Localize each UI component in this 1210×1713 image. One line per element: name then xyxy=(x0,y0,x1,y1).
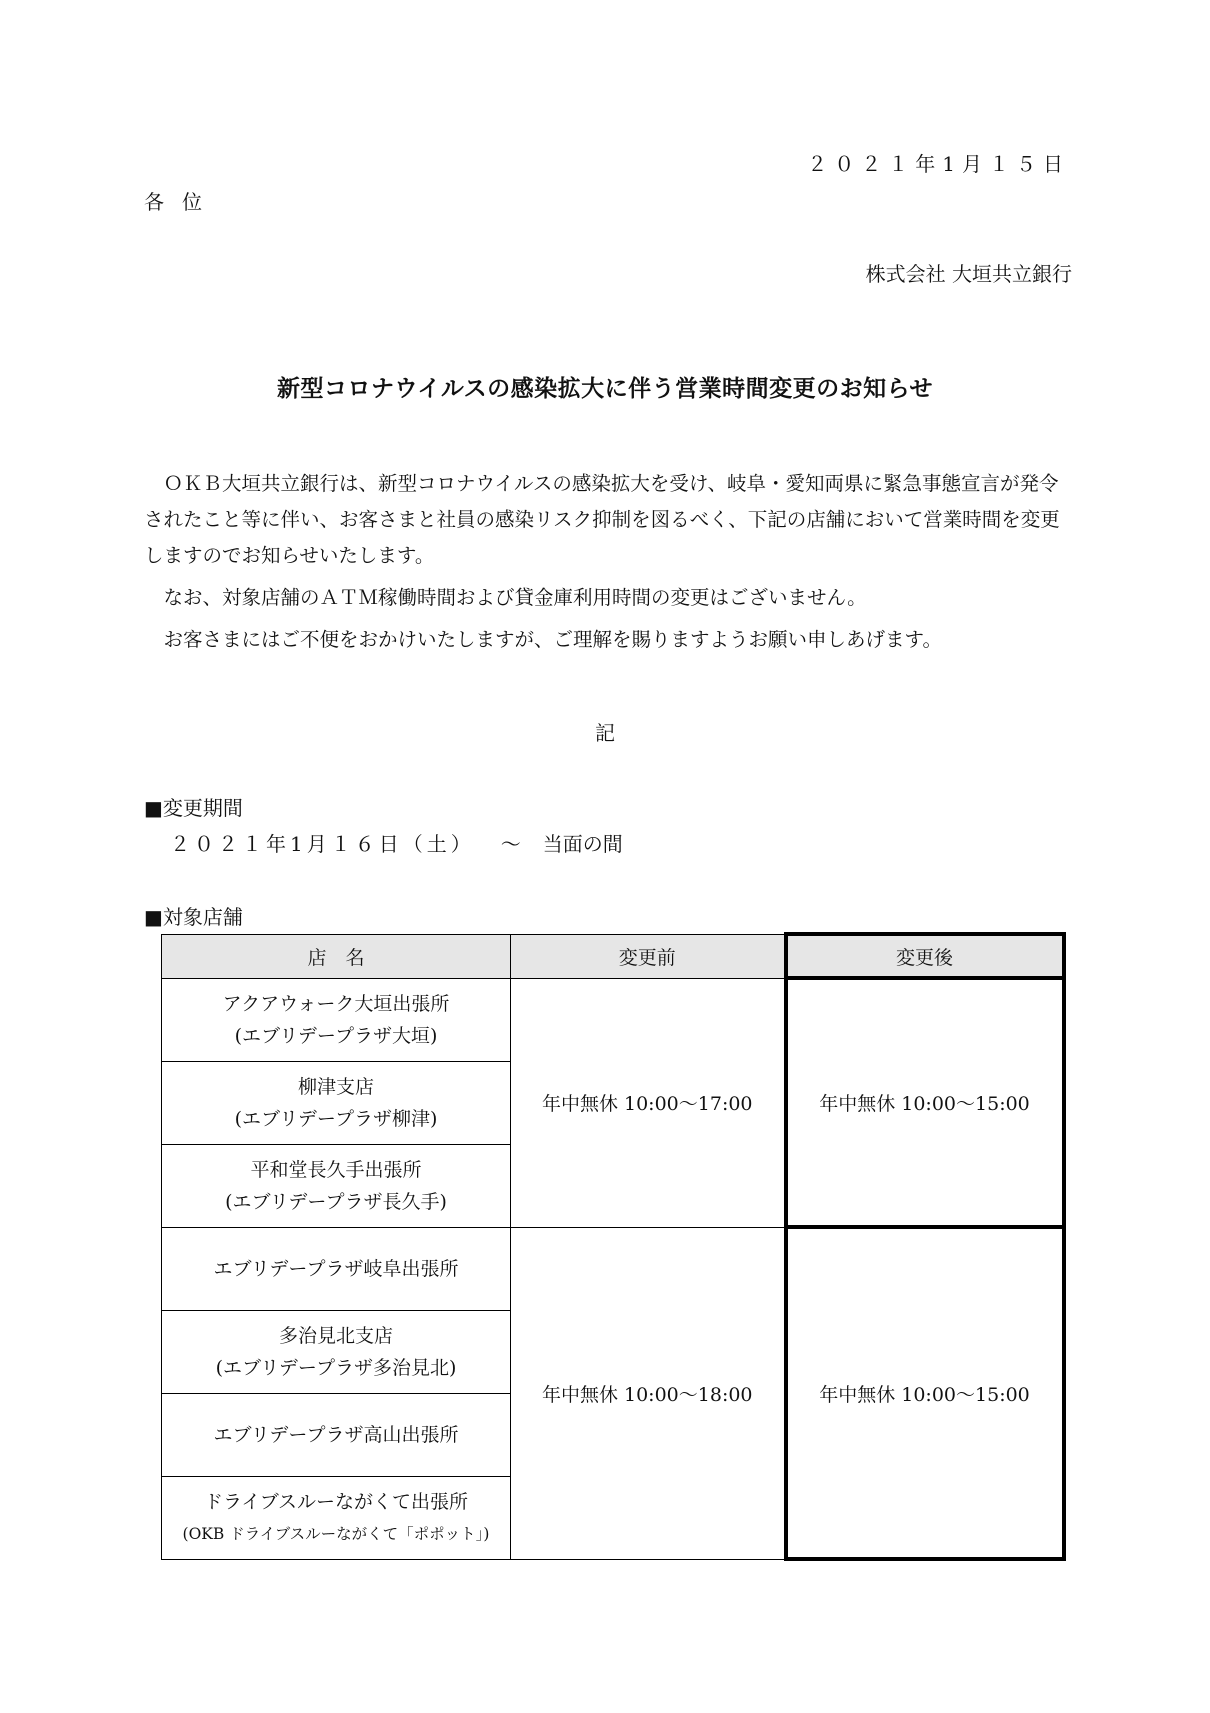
store-cell xyxy=(162,1310,511,1393)
period-separator: ～ xyxy=(500,832,521,856)
store-cell xyxy=(162,1144,511,1227)
body-paragraph-2: なお、対象店舗のＡＴＭ稼働時間および貸金庫利用時間の変更はございません。 xyxy=(163,586,867,609)
table-header-row xyxy=(162,934,1064,978)
change-period xyxy=(170,828,623,857)
store-cell xyxy=(162,1227,511,1310)
store-sub-name: (エブリデープラザ長久手) xyxy=(225,1190,447,1213)
store-name: 多治見北支店 xyxy=(278,1324,393,1347)
store-sub-name: (エブリデープラザ柳津) xyxy=(234,1107,438,1130)
table-row xyxy=(162,1227,1064,1310)
body-paragraph-1: ＯＫＢ大垣共立銀行は、新型コロナウイルスの感染拡大を受け、岐阜・愛知両県に緊急事態宣言が発令されたこと等に伴い、お客さまと社員の感染リスク抑制を図るべく、下記の店舗において営業時間を変更しますのでお知らせいたします。 xyxy=(144,472,1060,567)
hours-before: 年中無休 10:00～18:00 xyxy=(511,1227,786,1559)
store-name: 平和堂長久手出張所 xyxy=(250,1158,422,1181)
hours-after: 年中無休 10:00～15:00 xyxy=(786,978,1064,1227)
document-title: 新型コロナウイルスの感染拡大に伴う営業時間変更のお知らせ xyxy=(277,376,933,402)
store-name: エブリデープラザ高山出張所 xyxy=(213,1423,459,1446)
body-paragraph-3: お客さまにはご不便をおかけいたしますが、ご理解を賜りますようお願い申しあげます。 xyxy=(163,628,942,651)
document-date: ２０２１年1月１５日 xyxy=(807,152,1070,176)
hours-after: 年中無休 10:00～15:00 xyxy=(786,1227,1064,1559)
store-name: アクアウォーク大垣出張所 xyxy=(222,992,450,1015)
period-end: 当面の間 xyxy=(542,832,623,856)
body-text xyxy=(144,466,1069,658)
store-sub-name: (エブリデープラザ多治見北) xyxy=(215,1356,457,1379)
company-name: 株式会社 大垣共立銀行 xyxy=(865,262,1072,286)
ki-heading: 記 xyxy=(595,721,615,745)
stores-table xyxy=(161,932,1066,1561)
period-start: ２０２１年1月１６日（土） xyxy=(170,832,475,856)
store-name: 柳津支店 xyxy=(297,1075,374,1098)
header-after: 変更後 xyxy=(786,934,1064,978)
header-store-name: 店 名 xyxy=(162,934,511,978)
store-sub-name: (エブリデープラザ大垣) xyxy=(234,1024,438,1047)
store-cell xyxy=(162,978,511,1061)
store-name: ドライブスルーながくて出張所 xyxy=(203,1490,469,1513)
table-row xyxy=(162,978,1064,1061)
store-cell xyxy=(162,1393,511,1476)
store-cell xyxy=(162,1476,511,1559)
hours-before: 年中無休 10:00～17:00 xyxy=(511,978,786,1227)
stores-section-label: ■対象店舗 xyxy=(144,905,243,929)
header-before: 変更前 xyxy=(511,934,786,978)
period-section-label: ■変更期間 xyxy=(144,796,243,820)
store-name: エブリデープラザ岐阜出張所 xyxy=(213,1257,459,1280)
store-sub-name: (OKB ドライブスルーながくて「ポポット」) xyxy=(182,1524,490,1543)
store-cell xyxy=(162,1061,511,1144)
addressee: 各位 xyxy=(144,190,220,214)
